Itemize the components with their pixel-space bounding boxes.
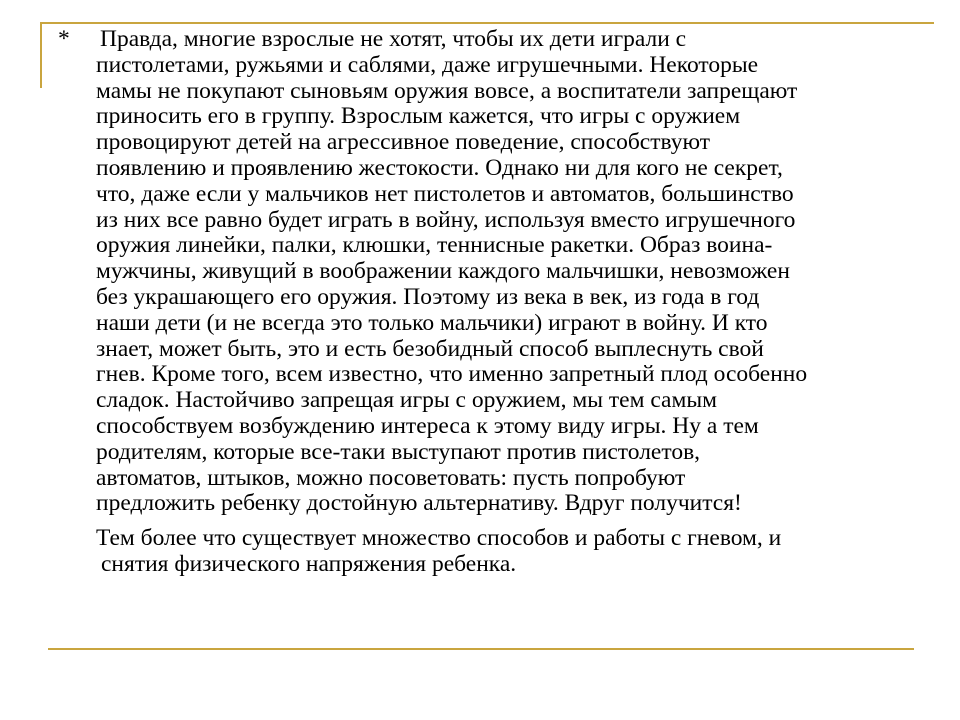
text-line: без украшающего его оружия. Поэтому из века в век, из года в год xyxy=(96,283,760,310)
top-border-line xyxy=(40,22,934,24)
text-line: Правда, многие взрослые не хотят, чтобы их дети играли с xyxy=(100,26,687,52)
paragraph-1-text xyxy=(96,27,908,517)
text-line: оружия линейки, палки, клюшки, теннисные ракетки. Образ воина- xyxy=(96,232,773,259)
text-line: гнев. Кроме того, всем известно, что именно запретный плод особенно xyxy=(96,361,808,388)
text-line: провоцируют детей на агрессивное поведение, способствуют xyxy=(96,129,711,156)
text-line: пистолетами, ружьями и саблями, даже игрушечными. Некоторые xyxy=(96,51,759,78)
text-line: Тем более что существует множество способов и работы с гневом, и xyxy=(96,525,782,552)
paragraph-1 xyxy=(58,27,908,517)
paragraph-2-text xyxy=(96,526,908,578)
text-line: способствуем возбуждению интереса к этому виду игры. Ну а тем xyxy=(96,412,759,439)
bullet-asterisk: * xyxy=(58,26,70,52)
text-line: мужчины, живущий в воображении каждого мальчишки, невозможен xyxy=(96,258,790,285)
paragraph-2 xyxy=(58,526,908,578)
text-line: из них все равно будет играть в войну, используя вместо игрушечного xyxy=(96,206,796,233)
text-line: автоматов, штыков, можно посоветовать: пусть попробуют xyxy=(96,464,686,491)
text-line: сладок. Настойчиво запрещая игры с оружием, мы тем самым xyxy=(96,387,717,414)
text-line: появлению и проявлению жестокости. Однако ни для кого не секрет, xyxy=(96,154,783,181)
text-line: снятия физического напряжения ребенка. xyxy=(101,550,517,577)
slide-text-body xyxy=(58,27,908,578)
left-border-line xyxy=(40,22,42,88)
bottom-border-line xyxy=(48,648,914,650)
text-line: знает, может быть, это и есть безобидный способ выплеснуть свой xyxy=(96,335,764,362)
text-line: предложить ребенку достойную альтернативу. Вдруг получится! xyxy=(96,490,742,517)
text-line: приносить его в группу. Взрослым кажется, что игры с оружием xyxy=(96,103,741,130)
text-line: мамы не покупают сыновьям оружия вовсе, а воспитатели запрещают xyxy=(96,77,798,104)
text-line: наши дети (и не всегда это только мальчики) играют в войну. И кто xyxy=(96,309,768,336)
text-line: что, даже если у мальчиков нет пистолетов и автоматов, большинство xyxy=(96,180,794,207)
text-line: родителям, которые все-таки выступают против пистолетов, xyxy=(96,438,701,465)
